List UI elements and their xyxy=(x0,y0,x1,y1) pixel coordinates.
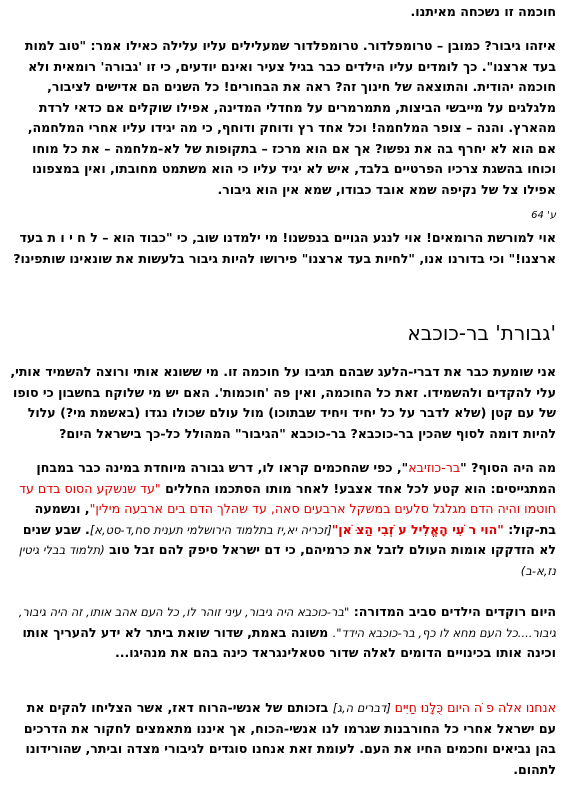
text-fragment: משונה באמת, שדור שואת ביתר לא ידע להעריך אותו וכינה אותו בכינויים הדומים לאלה שדור סטאלינגראד כינה בהם את מנהיגו... xyxy=(22,624,556,660)
page-marker-text: ע' 64 xyxy=(531,210,556,221)
text-fragment: בזכותם של אנשי-הרוח דאז, אשר הצליחו להקים את עם ישראל אחרי כל החורבנות שגרמו לנו אנשי-הכוח, אך איננו מתאמצים לחקור את הדרכים בהן נביאים וחכמים החיו את העם. לעומת זאת אנחנו סוגדים לגיבורי מצדה וביתר, שהורידונו לתהום. xyxy=(23,700,556,777)
paragraph-end-of-revolt xyxy=(8,458,556,581)
text-fragment: ", כפי שהחכמים קראו לו, דרש גבורה מיוחדת במינה כבר במבחן המתגייסים: הוא קטע לכל אחד אצבע! לאחר מותו הסתכמו החללים xyxy=(36,460,556,496)
citation-deuteronomy: [דברים ה,ג] xyxy=(332,701,395,715)
citation-jerusalem-talmud: [זכריה יא,יז בתלמוד הירושלמי תענית סח,ד-סט,א] xyxy=(89,522,332,537)
section-title xyxy=(8,320,556,346)
citation-gittin: (תלמוד בבלי גיטין נז,א-ב) xyxy=(18,543,556,578)
paragraph-tromfeldor xyxy=(8,36,556,200)
intro-line xyxy=(8,2,556,23)
section-title-text: 'גבורת' בר-כוכבא xyxy=(407,321,556,345)
paragraph-mockery xyxy=(8,362,556,444)
paragraph-tromfeldor-text: איזהו גיבור? כמובן – טרומפלדור. טרומפלדור שמעלילים עליו עלילה כאילו אמר: "טוב למות בעד ארצנו". כך לומדים עליו הילדים כבר בגיל צעיר ואינם יודעים, כי זו 'גבורה' רומאית ולא חוכמה יהודית. והתוצאה של חינוך זה? ראה את הבחורים! כל השנים הם אדישים לציבור, מלגלגים על מייבשי הביצות, מתמרמרים על מחדלי המדינה, אפילו שוקלים אם כדאי לרדת מהארץ. והנה – צופר המלחמה! וכל אחד רץ ודוחק ודוחף, כי מה יגידו עליו אחרי המלחמה, אם הוא לא יחרף בה את נפשו? אך אם הוא מרכז – בתקופות של לא-מלחמה – את כל מוחו וכוחו בהשגת צרכיו הפרטיים בלבד, איש לא יגיד עליו כי הוא משתמט מחובתו, ואין במצפונו אפילו צל של נקיפה שמא אובד כבודו, שמא אין הוא גיבור. xyxy=(24,38,556,197)
text-fragment: . שבע שנים לא הזדקקו אומות העולם לזבל את כרמיהם, כי דם ישראל סיפק להם זבל טוב xyxy=(22,521,556,557)
paragraph-campfire xyxy=(8,602,556,664)
quote-bar-koziba: בר-כוזיבא xyxy=(408,460,461,475)
paragraph-people-of-spirit xyxy=(8,698,556,780)
intro-text: חוכמה זו נשכחה מאיתנו. xyxy=(410,4,556,19)
paragraph-mockery-text: אני שומעת כבר את דברי-הלעג שבהם תגיבו על חוכמה זו. מי ששונא אותי ורוצה להשמיד אותי, עלי להקדים ולהשמידו. זאת כל החוכמה, ואין פה 'חוכמות'. האם יש מי שלוקח בחשבון כי סופו של עם קטן (שלא לדבר על כל יחיד ויחיד שבתוכו) מול עולם שכולו נגדו (באשמת מי?) עלול להיות דומה לסוף שהכין בר-כוכבא? בר-כוכבא "הגיבור" המהולל כל-כך בישראל היום? xyxy=(10,364,556,441)
quote-blood-horses: "עד שנשקע הסוס בדם עד חוטמו והיה הדם מגלגל סלעים במשקל ארבעים סאה, עד שהלך הדם בים ארבעה מילין" xyxy=(19,480,556,516)
text-fragment: היום רוקדים הילדים סביב המדורה: xyxy=(349,604,556,619)
paragraph-roman-heritage-text: אוי למורשת הרומאים! אוי לנגע הגויים בנפשנו! מי ילמדנו שוב, כי "כבוד הוא – ל ח י ו ת בעד ארצנו!" וכי בדורנו אנו, "לחיות בעד ארצנו" פירושו להיות גיבור בלעשות את שונאינו שותפינו? xyxy=(13,230,556,266)
text-fragment: מה היה הסוף? " xyxy=(460,460,556,475)
song-quote: "בר-כוכבא היה גיבור, עיני זוהר לו, כל העם אהב אותו, זה היה גיבור, גיבור....כל העם מחא לו כף, בר-כוכבא הידד". xyxy=(18,605,556,640)
page-marker xyxy=(531,210,556,221)
paragraph-roman-heritage xyxy=(8,228,556,269)
text-fragment: , ונשמעה בת-קול: xyxy=(34,501,556,537)
quote-deuteronomy: אנחנו אלה פ ֹה היום כֻּלָּנוּ חַיִּים xyxy=(394,700,556,715)
quote-zechariah: "הוי ר ֹעִי הָאֱלִיל ע ֹזְבִי הַצ ֹּאן" xyxy=(331,521,504,537)
